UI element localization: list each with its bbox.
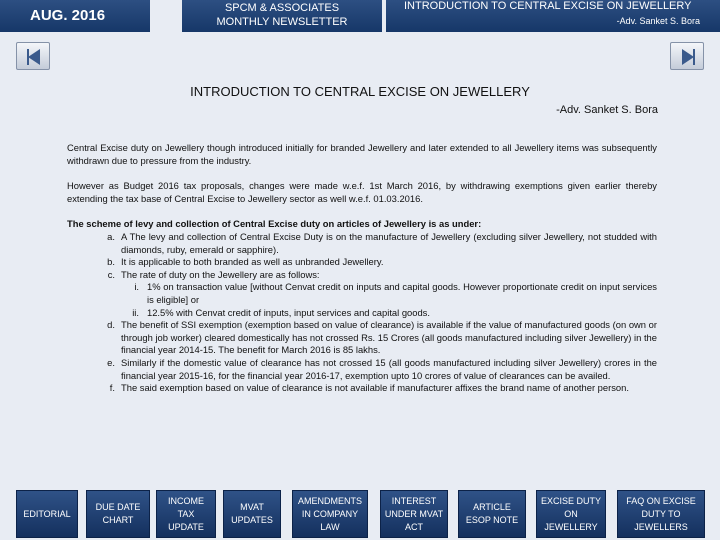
firm-name: SPCM & ASSOCIATES	[224, 2, 340, 14]
nav-interest-button[interactable]: INTEREST UNDER MVAT ACT	[380, 490, 448, 538]
rate-text: 1% on transaction value [without Cenvat credit on inputs and capital goods. However proportionate credit on input services is eligible] or	[147, 281, 657, 305]
list-item	[67, 269, 657, 282]
list-item	[67, 319, 657, 357]
list-marker: d.	[107, 319, 115, 331]
topic-banner	[386, 0, 720, 32]
previous-page-button[interactable]	[16, 42, 50, 70]
nav-mvat-button[interactable]: MVAT UPDATES	[223, 490, 281, 538]
list-item	[67, 231, 657, 256]
paragraph-budget: However as Budget 2016 tax proposals, changes were made w.e.f. 1st March 2016, by withdrawing exemptions given earlier thereby extending the tax base of Central Excise to Jewellery sector as well w.e.f. 01.03.2016.	[67, 180, 657, 204]
arrow-left-icon	[26, 48, 42, 66]
nav-amendments-button[interactable]: AMENDMENTS IN COMPANY LAW	[292, 490, 368, 538]
arrow-right-icon	[680, 48, 696, 66]
list-marker: b.	[107, 256, 115, 268]
list-item	[67, 382, 657, 395]
scheme-list	[67, 218, 657, 394]
nav-due-date-button[interactable]: DUE DATE CHART	[86, 490, 150, 538]
bottom-navigation	[0, 488, 720, 540]
list-item	[67, 256, 657, 269]
firm-title	[182, 0, 382, 32]
article-author: -Adv. Sanket S. Bora	[556, 104, 658, 116]
next-page-button[interactable]	[670, 42, 704, 70]
nav-excise-button[interactable]: EXCISE DUTY ON JEWELLERY	[536, 490, 606, 538]
rate-marker: i.	[134, 281, 139, 293]
list-marker: a.	[107, 230, 115, 242]
list-item-text: A The levy and collection of Central Excise Duty is on the manufacture of Jewellery (excluding silver Jewellery, not studded with diamonds, ruby, emerald or sapphire).	[121, 230, 657, 255]
newsletter-month: AUG. 2016	[0, 0, 150, 32]
list-item-text: It is applicable to both branded as well as unbranded Jewellery.	[121, 256, 384, 268]
list-marker: f.	[109, 382, 115, 394]
list-item-text: The said exemption based on value of clearance is not available if manufacturer affixes the brand name of another person.	[121, 382, 629, 394]
rate-marker: ii.	[132, 306, 139, 318]
nav-article-esop-button[interactable]: ARTICLE ESOP NOTE	[458, 490, 526, 538]
rate-text: 12.5% with Cenvat credit of inputs, input services and capital goods.	[147, 306, 430, 318]
list-item-text: The benefit of SSI exemption (exemption based on value of clearance) is available if the value of manufactured goods (on own or through job worker) cleared domestically has not crossed Rs. 15 Crores (all goods manufactured including silver Jewellery) in the financial year 2014-15. The benefit for March 2016 is 85 lakhs.	[121, 319, 657, 356]
nav-editorial-button[interactable]: EDITORIAL	[16, 490, 78, 538]
list-marker: e.	[107, 356, 115, 368]
newsletter-label: MONTHLY NEWSLETTER	[216, 16, 348, 28]
list-item-text: The rate of duty on the Jewellery are as follows:	[121, 268, 320, 280]
article-body	[67, 142, 657, 395]
topic-author: -Adv. Sanket S. Bora	[616, 16, 700, 26]
rate-item	[67, 281, 657, 306]
article-title: INTRODUCTION TO CENTRAL EXCISE ON JEWELLERY	[190, 84, 530, 99]
nav-income-tax-button[interactable]: INCOME TAX UPDATE	[156, 490, 216, 538]
list-marker: c.	[107, 268, 115, 280]
topic-title: INTRODUCTION TO CENTRAL EXCISE ON JEWELLERY	[404, 0, 692, 12]
rate-item	[67, 307, 657, 320]
paragraph-intro: Central Excise duty on Jewellery though introduced initially for branded Jewellery and later extended to all Jewellery items was subsequently withdrawn due to pressure from the industry.	[67, 142, 657, 166]
list-item	[67, 357, 657, 382]
list-item-text: Similarly if the domestic value of clearance has not crossed 15 (all goods manufactured including silver Jewellery) crores in the financial year 2015-16, for the financial year 2016-17, exemption upto 10 crores of value of clearances can be availed.	[121, 356, 657, 381]
nav-faq-button[interactable]: FAQ ON EXCISE DUTY TO JEWELLERS	[617, 490, 705, 538]
scheme-heading: The scheme of levy and collection of Central Excise duty on articles of Jewellery is as under:	[67, 218, 482, 230]
